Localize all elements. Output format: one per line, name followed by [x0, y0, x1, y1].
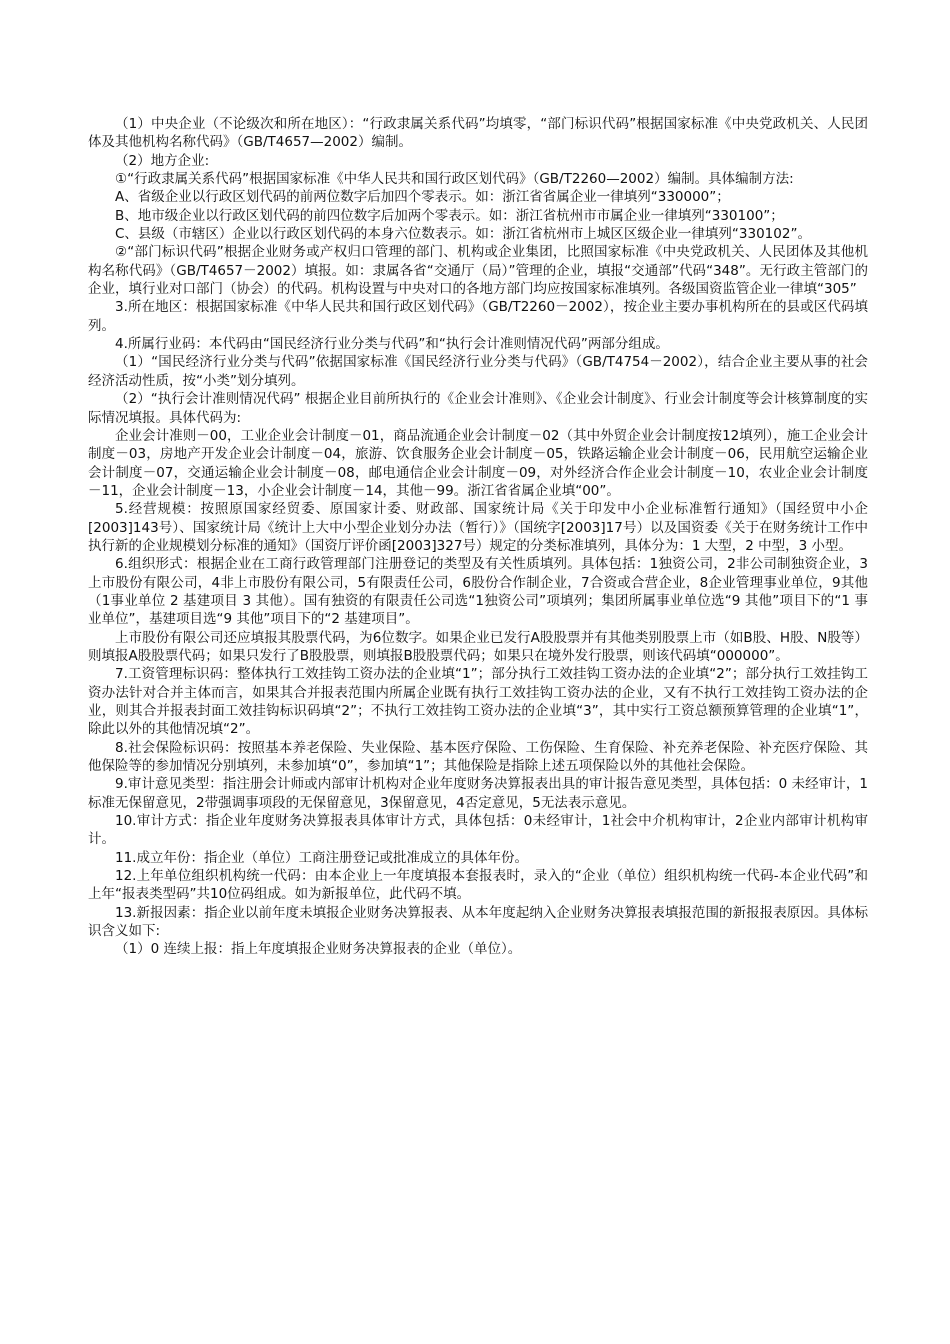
document-body [88, 115, 868, 959]
paragraph-21: 12.上年单位组织机构统一代码：由本企业上一年度填报本套报表时，录入的“企业（单位）组织机构统一代码-本企业代码”和上年“报表类型码”共10位码组成。如为新报单位，此代码不填。 [88, 868, 868, 903]
paragraph-10: （1）“国民经济行业分类与代码”依据国家标准《国民经济行业分类与代码》（GB/T4754－2002），结合企业主要从事的社会经济活动性质，按“小类”划分填列。 [88, 354, 868, 389]
paragraph-20: 11.成立年份：指企业（单位）工商注册登记或批准成立的具体年份。 [115, 849, 528, 866]
paragraph-7: ②“部门标识代码”根据企业财务或产权归口管理的部门、机构或企业集团，比照国家标准《中央党政机关、人民团体及其他机构名称代码》（GB/T4657－2002）填报。如：隶属各省“交通厅（局）”管理的企业，填报“交通部”代码“348”。无行政主管部门的企业，填行业对口部门（协会）的代码。机构设置与中央对口的各地方部门均应按国家标准填列。各级国资监管企业一律填“305” [88, 244, 868, 298]
paragraph-1: （1）中央企业（不论级次和所在地区）：“行政隶属关系代码”均填零，“部门标识代码”根据国家标准《中央党政机关、人民团体及其他机构名称代码》（GB/T4657—2002）编制。 [88, 116, 868, 151]
paragraph-3: ①“行政隶属关系代码”根据国家标准《中华人民共和国行政区划代码》（GB/T2260—2002）编制。具体编制方法: [115, 171, 794, 188]
paragraph-11: （2）“执行会计准则情况代码” 根据企业目前所执行的《企业会计准则》、《企业会计制度》、行业会计制度等会计核算制度的实际情况填报。具体代码为: [88, 391, 868, 426]
paragraph-12: 企业会计准则－00，工业企业会计制度－01，商品流通企业会计制度－02（其中外贸企业会计制度按12填列），施工企业会计制度－03，房地产开发企业会计制度－04，旅游、饮食服务企业会计制度－05，铁路运输企业会计制度－06，民用航空运输企业会计制度－07，交通运输企业会计制度－08，邮电通信企业会计制度－09，对外经济合作企业会计制度－10，农业企业会计制度－11，企业会计制度－13，小企业会计制度－14，其他－99。浙江省省属企业填“00”。 [88, 427, 868, 499]
paragraph-19: 10.审计方式：指企业年度财务决算报表具体审计方式，具体包括：0未经审计，1社会中介机构审计，2企业内部审计机构审计。 [88, 813, 868, 848]
paragraph-6: C、县级（市辖区）企业以行政区划代码的本身六位数表示。如：浙江省杭州市上城区区级企业一律填列“330102”。 [115, 226, 811, 243]
paragraph-22: 13.新报因素：指企业以前年度未填报企业财务决算报表、从本年度起纳入企业财务决算报表填报范围的新报报表原因。具体标识含义如下: [88, 904, 868, 940]
paragraph-16: 7.工资管理标识码：整体执行工效挂钩工资办法的企业填“1”；部分执行工效挂钩工资办法的企业填“2”；部分执行工效挂钩工资办法针对合并主体而言，如果其合并报表范围内所属企业既有执行工效挂钩工资办法的企业，又有不执行工效挂钩工资办法的企业，则其合并报表封面工效挂钩标识码填“2”；不执行工效挂钩工资办法的企业填“3”，其中实行工资总额预算管理的企业填“1”，除此以外的其他情况填“2”。 [88, 666, 868, 738]
paragraph-18: 9.审计意见类型：指注册会计师或内部审计机构对企业年度财务决算报表出具的审计报告意见类型，具体包括：0 未经审计，1标准无保留意见，2带强调事项段的无保留意见，3保留意见，4否定意见，5无法表示意见。 [88, 776, 868, 811]
paragraph-2: （2）地方企业: [115, 152, 210, 169]
paragraph-14: 6.组织形式：根据企业在工商行政管理部门注册登记的类型及有关性质填列。具体包括：1独资公司，2非公司制独资企业，3上市股份有限公司，4非上市股份有限公司，5有限责任公司，6股份合作制企业，7合资或合营企业，8企业管理事业单位，9其他（1事业单位 2 基建项目 3 其他）。国有独资的有限责任公司选“1独资公司”项填列；集团所属事业单位选“9 其他”项目下的“1 事业单位”，基建项目选“9 其他”项目下的“2 基建项目”。 [88, 556, 868, 628]
paragraph-4: A、省级企业以行政区划代码的前两位数字后加四个零表示。如：浙江省省属企业一律填列“330000”； [115, 189, 730, 206]
paragraph-8: 3.所在地区：根据国家标准《中华人民共和国行政区划代码》（GB/T2260－2002），按企业主要办事机构所在的县或区代码填列。 [88, 299, 868, 334]
paragraph-15: 上市股份有限公司还应填报其股票代码，为6位数字。如果企业已发行A股股票并有其他类别股票上市（如B股、H股、N股等）则填报A股股票代码；如果只发行了B股股票，则填报B股股票代码；如果只在境外发行股票，则该代码填“000000”。 [88, 629, 868, 664]
paragraph-13: 5.经营规模：按照原国家经贸委、原国家计委、财政部、国家统计局《关于印发中小企业标准暂行通知》（国经贸中小企[2003]143号）、国家统计局《统计上大中小型企业划分办法（暂行）》（国统字[2003]17号）以及国资委《关于在财务统计工作中执行新的企业规模划分标准的通知》（国资厅评价函[2003]327号）规定的分类标准填列，具体分为：1 大型，2 中型，3 小型。 [88, 501, 868, 554]
paragraph-23: （1）0 连续上报：指上年度填报企业财务决算报表的企业（单位）。 [115, 941, 522, 958]
paragraph-5: B、地市级企业以行政区划代码的前四位数字后加两个零表示。如：浙江省杭州市市属企业一律填列“330100”； [115, 207, 784, 224]
paragraph-9: 4.所属行业码：本代码由“国民经济行业分类与代码”和“执行会计准则情况代码”两部分组成。 [115, 336, 669, 353]
paragraph-17: 8.社会保险标识码：按照基本养老保险、失业保险、基本医疗保险、工伤保险、生育保险、补充养老保险、补充医疗保险、其他保险等的参加情况分别填列，未参加填“0”，参加填“1”；其他保险是指除上述五项保险以外的其他社会保险。 [88, 739, 868, 775]
